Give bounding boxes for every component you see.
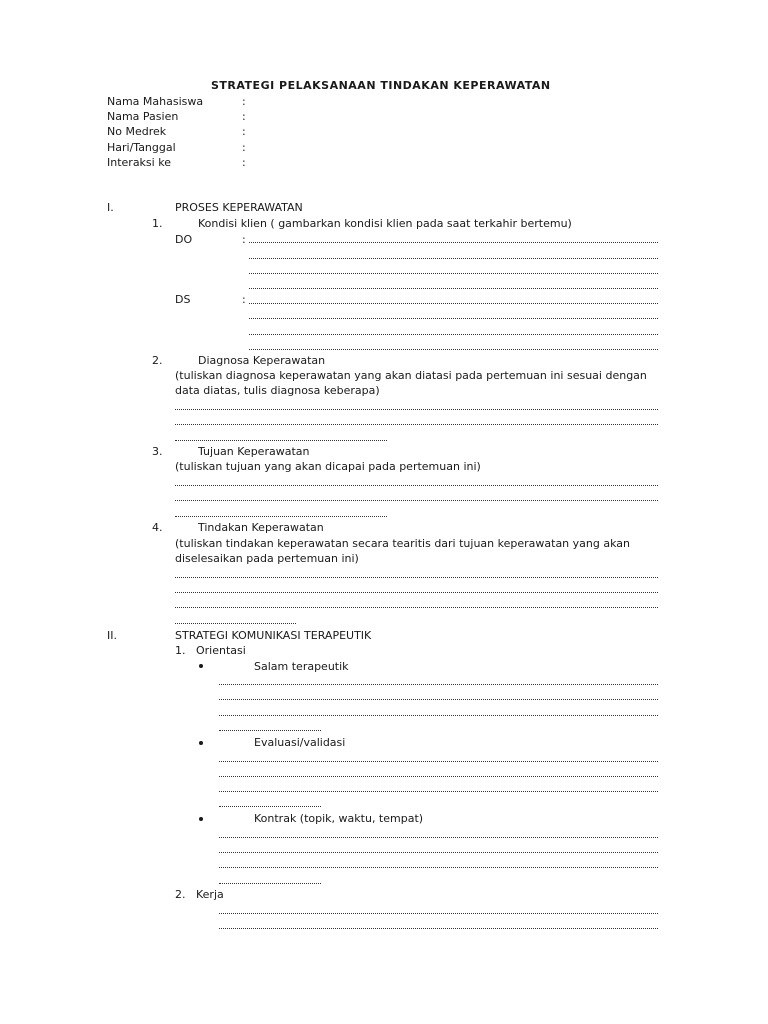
- bullet-label: Salam terapeutik: [254, 660, 349, 673]
- answer-line[interactable]: [219, 776, 658, 777]
- item-number: 2.: [152, 354, 163, 367]
- answer-line[interactable]: [175, 623, 296, 624]
- item-title: Tujuan Keperawatan: [198, 445, 310, 458]
- field-label-no-medrek: No Medrek: [107, 125, 167, 138]
- answer-line[interactable]: [175, 409, 658, 410]
- subsection-title: Orientasi: [196, 644, 246, 657]
- field-label-hari-tanggal: Hari/Tanggal: [107, 141, 176, 154]
- answer-line[interactable]: [175, 516, 387, 517]
- answer-line[interactable]: [175, 424, 658, 425]
- do-line[interactable]: [249, 258, 658, 259]
- field-colon: :: [242, 156, 246, 169]
- field-label-nama-mahasiswa: Nama Mahasiswa: [107, 95, 204, 108]
- ds-line[interactable]: [249, 303, 658, 304]
- answer-line[interactable]: [219, 928, 658, 929]
- answer-line[interactable]: [219, 883, 321, 884]
- bullet-label: Kontrak (topik, waktu, tempat): [254, 812, 424, 825]
- section-number: I.: [107, 201, 114, 214]
- bullet-icon: [199, 817, 203, 821]
- field-colon: :: [242, 141, 246, 154]
- ds-line[interactable]: [249, 318, 658, 319]
- answer-line[interactable]: [175, 592, 658, 593]
- item-title: Tindakan Keperawatan: [198, 521, 324, 534]
- item-note: (tuliskan tujuan yang akan dicapai pada pertemuan ini): [175, 460, 481, 473]
- answer-line[interactable]: [219, 761, 658, 762]
- item-note: (tuliskan diagnosa keperawatan yang akan diatasi pada pertemuan ini sesuai dengan: [175, 369, 647, 382]
- answer-line[interactable]: [219, 684, 658, 685]
- subsection-number: 2.: [175, 888, 186, 901]
- item-note: data diatas, tulis diagnosa keberapa): [175, 384, 380, 397]
- answer-line[interactable]: [219, 730, 321, 731]
- answer-line[interactable]: [175, 577, 658, 578]
- answer-line[interactable]: [175, 485, 658, 486]
- field-colon: :: [242, 110, 246, 123]
- answer-line[interactable]: [219, 837, 658, 838]
- item-number: 3.: [152, 445, 163, 458]
- answer-line[interactable]: [175, 440, 387, 441]
- field-colon: :: [242, 95, 246, 108]
- section-number: II.: [107, 629, 117, 642]
- answer-line[interactable]: [175, 500, 658, 501]
- do-line[interactable]: [249, 273, 658, 274]
- field-colon: :: [242, 125, 246, 138]
- item-note: diselesaikan pada pertemuan ini): [175, 552, 359, 565]
- answer-line[interactable]: [219, 867, 658, 868]
- subsection-title: Kerja: [196, 888, 224, 901]
- ds-colon: :: [242, 293, 246, 306]
- bullet-label: Evaluasi/validasi: [254, 736, 346, 749]
- ds-line[interactable]: [249, 334, 658, 335]
- field-label-nama-pasien: Nama Pasien: [107, 110, 179, 123]
- answer-line[interactable]: [219, 715, 658, 716]
- answer-line[interactable]: [219, 913, 658, 914]
- answer-line[interactable]: [219, 699, 658, 700]
- item-title: Diagnosa Keperawatan: [198, 354, 326, 367]
- page-title: STRATEGI PELAKSANAAN TINDAKAN KEPERAWATAN: [211, 79, 551, 92]
- answer-line[interactable]: [219, 852, 658, 853]
- bullet-icon: [199, 741, 203, 745]
- section-title: PROSES KEPERAWATAN: [175, 201, 303, 214]
- do-line[interactable]: [249, 288, 658, 289]
- field-label-interaksi-ke: Interaksi ke: [107, 156, 171, 169]
- answer-line[interactable]: [175, 607, 658, 608]
- do-line[interactable]: [249, 242, 658, 243]
- item-title: Kondisi klien ( gambarkan kondisi klien pada saat terkahir bertemu): [198, 217, 572, 230]
- subsection-number: 1.: [175, 644, 186, 657]
- do-label: DO: [175, 233, 193, 246]
- ds-label: DS: [175, 293, 191, 306]
- ds-line[interactable]: [249, 349, 658, 350]
- answer-line[interactable]: [219, 806, 321, 807]
- answer-line[interactable]: [219, 791, 658, 792]
- do-colon: :: [242, 233, 246, 246]
- bullet-icon: [199, 664, 203, 668]
- section-title: STRATEGI KOMUNIKASI TERAPEUTIK: [175, 629, 372, 642]
- item-number: 4.: [152, 521, 163, 534]
- item-note: (tuliskan tindakan keperawatan secara tearitis dari tujuan keperawatan yang akan: [175, 537, 630, 550]
- item-number: 1.: [152, 217, 163, 230]
